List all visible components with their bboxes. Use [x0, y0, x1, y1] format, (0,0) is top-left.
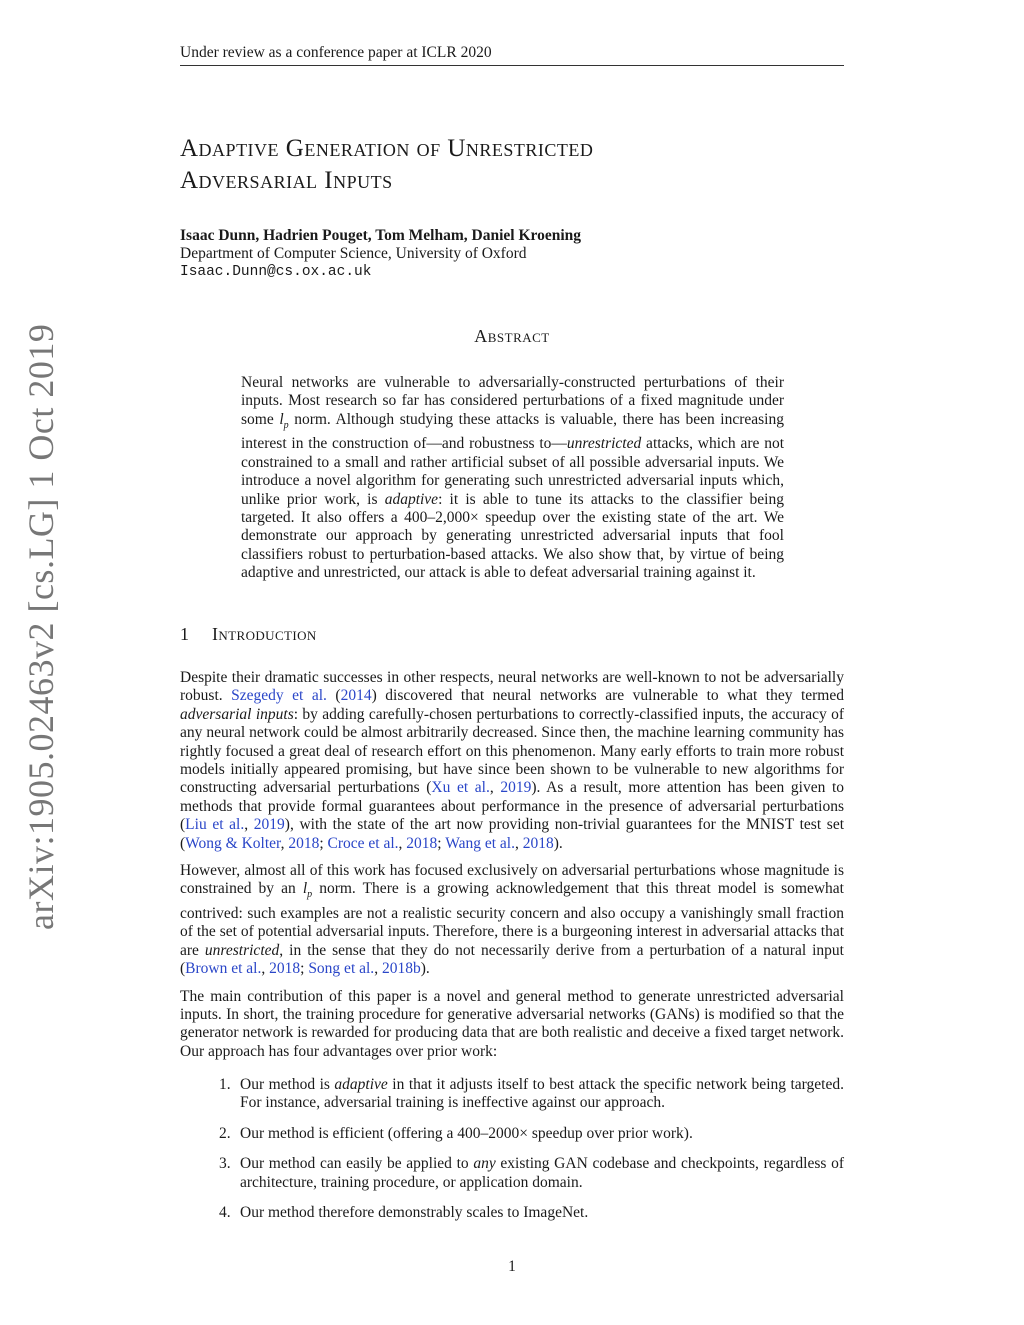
citation-link[interactable]: Croce et al.	[327, 834, 399, 852]
citation-link[interactable]: Wong & Kolter	[185, 834, 281, 852]
citation-link[interactable]: 2018b	[381, 960, 421, 978]
author-block	[180, 227, 581, 281]
lp-norm-symbol: $l_p$	[279, 410, 289, 431]
affiliation: Department of Computer Science, University of Oxford	[180, 245, 527, 262]
citation-link[interactable]: Szegedy et al.	[231, 687, 327, 705]
citation-link[interactable]: 2014	[340, 687, 372, 705]
page-number: 1	[508, 1258, 516, 1275]
introduction-body	[180, 669, 844, 1070]
intro-paragraph-2: However, almost all of this work has focused exclusively on adversarial perturbations whose magnitude is constrained by an $l_p$ norm. There is a growing acknowledgement that this threat model is somewhat contrived: such examples are not a realistic security concern and also occupy a vanishingly small fraction of the set of potential adversarial inputs. Therefore, there is a burgeoning interest in adversarial attacks that are unrestricted, in the sense that they do not necessarily derive from a perturbation of a natural input (Brown et al., 2018; Song et al., 2018b).	[180, 862, 844, 978]
citation-link[interactable]: Liu et al.	[185, 816, 245, 834]
citation-link[interactable]: Wang et al.	[445, 834, 515, 852]
citation-link[interactable]: 2019	[500, 779, 532, 797]
title-line-2: Adversarial Inputs	[180, 167, 393, 194]
paper-title	[180, 133, 844, 197]
list-item: 2. Our method is efficient (offering a 400–2000× speedup over prior work).	[219, 1124, 693, 1142]
list-item: 4. Our method therefore demonstrably scales to ImageNet.	[219, 1204, 589, 1222]
abstract-text: Neural networks are vulnerable to adversarially-constructed perturbations of their inputs. Most research so far has considered perturbations of a fixed magnitude under some $l_p$ norm. Although studying these attacks is valuable, there has been increasing interest in the construction of—and robustness to—unrestricted attacks, which are not constrained to a small and rather artificial subset of all possible adversarial inputs. We introduce a novel algorithm for generating such unrestricted adversarial inputs which, unlike prior work, is adaptive: it is able to tune its attacks to the classifier being targeted. It also offers a 400–2,000× speedup over the existing state of the art. We demonstrate our approach by generating unrestricted adversarial inputs that fool classifiers robust to perturbation-based attacks. We also show that, by virtue of being adaptive and unrestricted, our attack is able to defeat adversarial training against it.	[241, 374, 785, 582]
citation-link[interactable]: 2018	[406, 834, 438, 852]
list-item: 1. Our method is adaptive in that it adjusts itself to best attack the specific network being targeted. For instance, adversarial training is ineffective against our approach.	[219, 1076, 844, 1112]
intro-paragraph-3: The main contribution of this paper is a novel and general method to generate unrestricted adversarial inputs. In short, the training procedure for generative adversarial networks (GANs) is modified so that the generator network is rewarded for producing data that are both realistic and deceive a fixed target network. Our approach has four advantages over prior work:	[180, 987, 844, 1060]
section-heading-introduction	[180, 624, 317, 645]
section-number: 1	[180, 624, 190, 644]
citation-link[interactable]: 2019	[253, 816, 285, 834]
citation-link[interactable]: Song et al.	[308, 960, 375, 978]
intro-paragraph-1: Despite their dramatic successes in other respects, neural networks are well-known to not be adversarially robust. Szegedy et al. (2014) discovered that neural networks are vulnerable to what they termed adversarial inputs: by adding carefully-chosen perturbations to correctly-classified inputs, the accuracy of any neural network could be almost arbitrarily decreased. Since then, the machine learning community has rightly focused a great deal of research effort on this phenomenon. Many early efforts to train more robust models initially appeared promising, but have since been shown to be vulnerable to new algorithms for constructing adversarial perturbations (Xu et al., 2019). As a result, more attention has been given to methods that provide formal guarantees about performance in the presence of adversarial perturbations (Liu et al., 2019), with the state of the art now providing non-trivial guarantees for the MNIST test set (Wong & Kolter, 2018; Croce et al., 2018; Wang et al., 2018).	[180, 669, 845, 852]
citation-link[interactable]: 2018	[269, 960, 301, 978]
contributions-list	[180, 1076, 844, 1234]
list-item: 3. Our method can easily be applied to any existing GAN codebase and checkpoints, regardless of architecture, training procedure, or application domain.	[219, 1155, 844, 1191]
citation-link[interactable]: Xu et al.	[431, 779, 490, 797]
author-names: Isaac Dunn, Hadrien Pouget, Tom Melham, Daniel Kroening	[180, 227, 582, 244]
citation-link[interactable]: 2018	[522, 834, 554, 852]
arxiv-identifier: arXiv:1905.02463v2 [cs.LG] 1 Oct 2019	[21, 323, 61, 930]
author-email[interactable]: Isaac.Dunn@cs.ox.ac.uk	[180, 264, 372, 280]
section-title: Introduction	[212, 624, 317, 644]
abstract-heading: Abstract	[474, 326, 550, 346]
citation-link[interactable]: 2018	[288, 834, 320, 852]
lp-norm-symbol: $l_p$	[302, 880, 313, 901]
citation-link[interactable]: Brown et al.	[185, 960, 262, 978]
running-header: Under review as a conference paper at ICLR 2020	[180, 44, 844, 66]
title-line-1: Adaptive Generation of Unrestricted	[180, 135, 594, 162]
